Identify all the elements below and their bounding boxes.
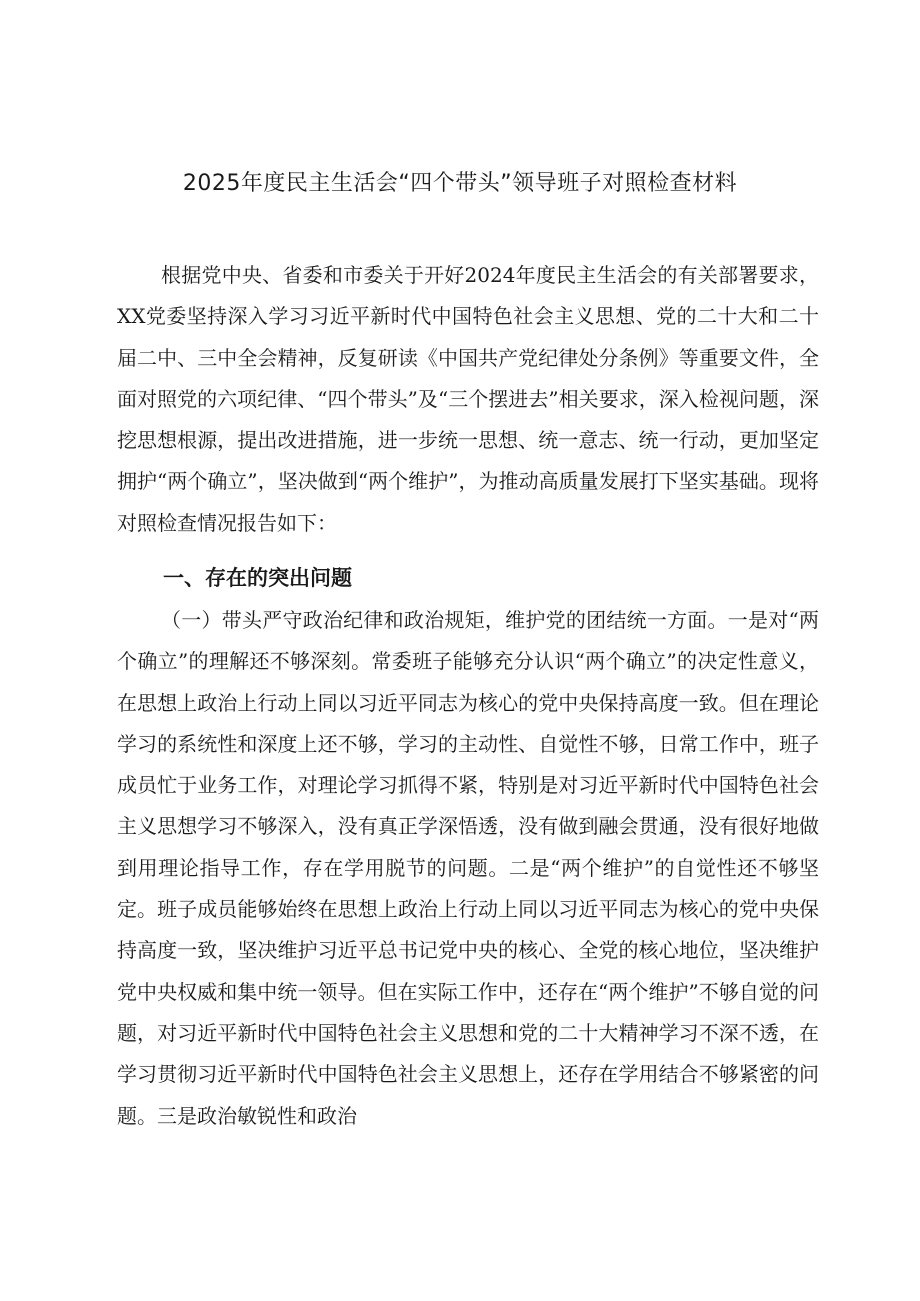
section-paragraph: （一）带头严守政治纪律和政治规矩，维护党的团结统一方面。一是对“两个确立”的理解还不够深刻。常委班子能够充分认识“两个确立”的决定性意义，在思想上政治上行动上同以习近平同志为核心的党中央保持高度一致。但在理论学习的系统性和深度上还不够，学习的主动性、自觉性不够，日常工作中，班子成员忙于业务工作，对理论学习抓得不紧，特别是对习近平新时代中国特色社会主义思想学习不够深入，没有真正学深悟透，没有做到融会贯通，没有很好地做到用理论指导工作，存在学用脱节的问题。二是“两个维护”的自觉性还不够坚定。班子成员能够始终在思想上政治上行动上同以习近平同志为核心的党中央保持高度一致，坚决维护习近平总书记党中央的核心、全党的核心地位，坚决维护党中央权威和集中统一领导。但在实际工作中，还存在“两个维护”不够自觉的问题，对习近平新时代中国特色社会主义思想和党的二十大精神学习不深不透，在学习贯彻习近平新时代中国特色社会主义思想上，还存在学用结合不够紧密的问题。三是政治敏锐性和政治: [117, 608, 819, 1128]
section-heading: 一、存在的突出问题: [163, 566, 352, 590]
document-title: 2025年度民主生活会“四个带头”领导班子对照检查材料: [182, 171, 738, 196]
intro-paragraph: 根据党中央、省委和市委关于开好2024年度民主生活会的有关部署要求，XX党委坚持深入学习习近平新时代中国特色社会主义思想、党的二十大和二十届二中、三中全会精神，反复研读《中国共产党纪律处分条例》等重要文件，全面对照党的六项纪律、“四个带头”及“三个摆进去”相关要求，深入检视问题，深挖思想根源，提出改进措施，进一步统一思想、统一意志、统一行动，更加坚定拥护“两个确立”，坚决做到“两个维护”，为推动高质量发展打下坚实基础。现将对照检查情况报告如下：: [117, 263, 819, 535]
